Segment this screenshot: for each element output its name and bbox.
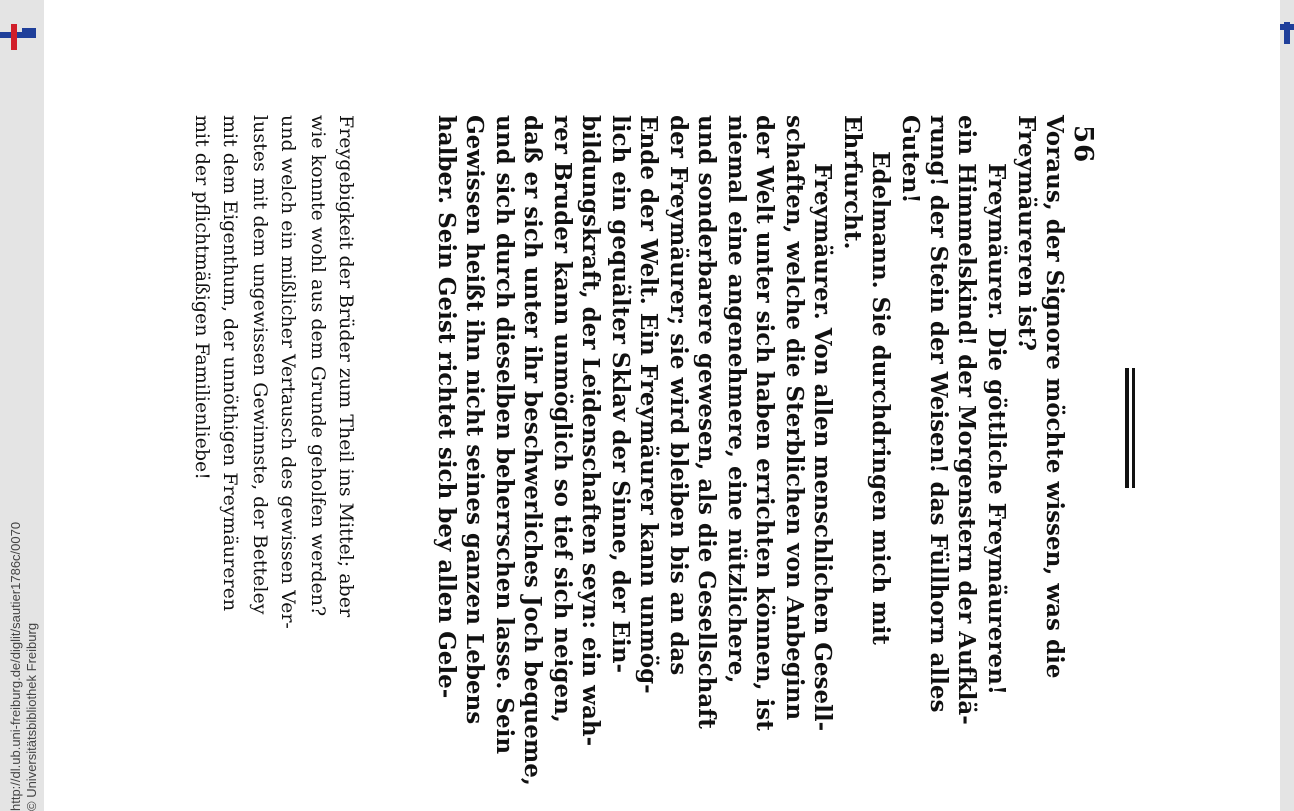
page-line: lustes mit dem ungewissen Gewinnste, der Betteley: [249, 115, 271, 615]
copyright-note: © Universitätsbibliothek Freiburg: [24, 622, 39, 811]
page-line: wie konnte wohl aus dem Grunde geholfen werden?: [307, 115, 329, 617]
page-line: niemal eine angenehmere, eine nützlichere,: [723, 115, 750, 684]
page-line: bildungskraft, der Leidenschaften seyn: ein wah-: [577, 115, 604, 747]
page-line: rung! der Stein der Weisen! das Füllhorn alles: [925, 115, 952, 713]
page-line: schaften, welche die Sterblichen von Anbeginn: [781, 115, 808, 721]
page-line: Freymäureren ist?: [1013, 115, 1040, 352]
page-line: daß er sich unter ihr beschwerliches Joch bequeme,: [519, 115, 546, 786]
page-line: Ehrfurcht.: [839, 115, 866, 250]
page-line: Gewissen heißt ihn nicht seines ganzen Lebens: [461, 115, 488, 725]
page-line: Ende der Welt. Ein Freymäurer kann unmög-: [635, 115, 662, 694]
page-line: und sich durch dieselben beherrschen lasse. Sein: [491, 115, 518, 755]
page-number: 56: [1068, 125, 1098, 164]
left-viewer-margin: [0, 0, 44, 811]
printed-separator-rule: [1125, 368, 1135, 488]
rotated-page-text: [98, 115, 1098, 786]
page-line: mit der pflichtmäßigen Familienliebe!: [191, 115, 213, 480]
page-line: der Welt unter sich haben errichten können, ist: [751, 115, 778, 731]
page-line: Edelmann. Sie durchdringen mich mit: [867, 151, 894, 645]
source-url-caption: [2, 0, 46, 811]
page-line: ein Himmelskind! der Morgenstern der Aufklä-: [953, 115, 980, 725]
page-line: lich ein gequälter Sklav der Sinne, der Ein-: [607, 115, 634, 674]
page-line: Freymäurer. Von allen menschlichen Gesell-: [809, 163, 836, 732]
page-line: Guten!: [897, 115, 924, 204]
page-line: und welch ein mißlicher Vertausch des gewissen Ver-: [277, 115, 299, 629]
page-line: Freymäurer. Die göttliche Freymäureren!: [983, 163, 1010, 695]
right-viewer-margin: [1280, 0, 1294, 811]
page-line: Voraus, der Signore möchte wissen, was die: [1041, 115, 1068, 679]
page-line: halber. Sein Geist richtet sich bey allen Gele-: [433, 115, 460, 699]
source-url: http://dl.ub.uni-freiburg.de/diglit/sautier1786c/0070: [8, 521, 23, 811]
page-line: und sonderbarere gewesen, als die Gesellschaft: [693, 115, 720, 729]
page-line: Freygebigkeit der Brüder zum Theil ins Mittel; aber: [335, 115, 357, 618]
page-line: mit dem Eigenthum, der unnöthigen Freymäureren: [219, 115, 241, 612]
page-line: der Freymäurer; sie wird bleiben bis an das: [665, 115, 692, 676]
page-line: rer Bruder kann unmöglich so tief sich neigen,: [549, 115, 576, 723]
library-logo-icon-right: [1280, 18, 1294, 54]
